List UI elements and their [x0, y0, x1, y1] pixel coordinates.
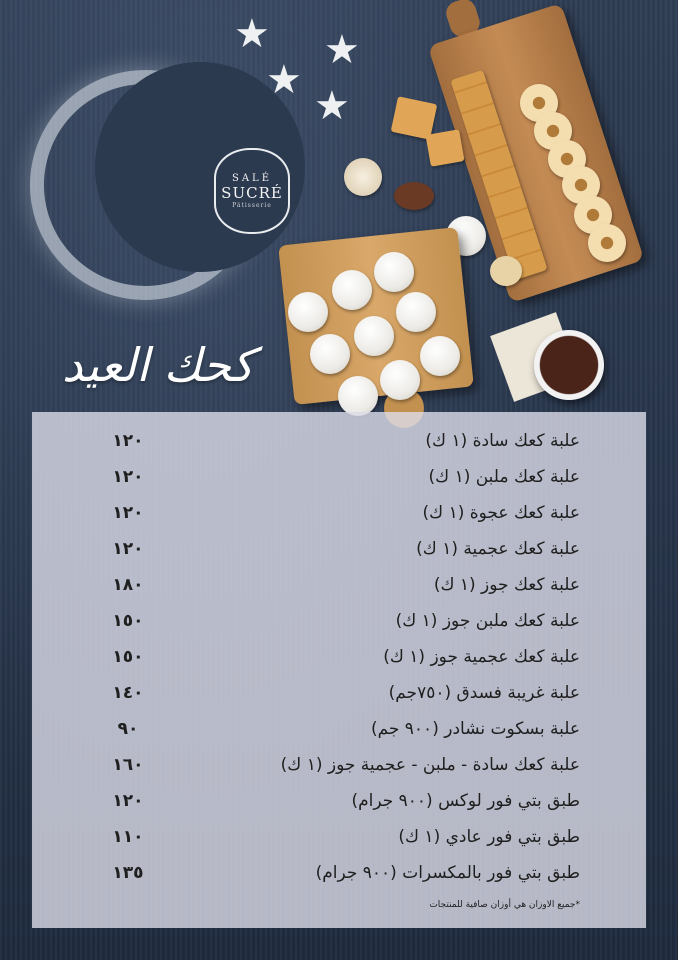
brand-logo-line2: SUCRÉ — [221, 184, 283, 202]
star-icon: ★ — [324, 27, 360, 73]
menu-item-price: ١٢٠ — [112, 539, 144, 559]
kahk-cookie — [332, 270, 372, 310]
menu-item-name: علبة كعك ملبن (١ ك) — [428, 467, 580, 487]
menu-item-row — [32, 820, 646, 854]
menu-item-row — [32, 784, 646, 818]
menu-item-row — [32, 532, 646, 566]
menu-item-price: ١٢٠ — [112, 467, 144, 487]
menu-item-name: علبة غريبة فسدق (٧٥٠جم) — [388, 683, 580, 703]
decorated-cookie — [344, 158, 382, 196]
menu-item-price: ١٣٥ — [112, 863, 144, 883]
menu-item-name: طبق بتي فور عادي (١ ك) — [398, 827, 580, 847]
menu-item-name: علبة كعك سادة - ملبن - عجمية جوز (١ ك) — [280, 755, 580, 775]
kahk-cookie — [374, 252, 414, 292]
menu-item-name: علبة كعك عجمية جوز (١ ك) — [383, 647, 580, 667]
menu-item-price: ١٢٠ — [112, 791, 144, 811]
hero-image — [0, 0, 678, 420]
coffee-cup — [534, 330, 604, 400]
brand-logo — [214, 148, 290, 234]
menu-item-price: ١٢٠ — [112, 503, 144, 523]
menu-item-name: علبة كعك عجمية (١ ك) — [416, 539, 580, 559]
menu-item-price: ١٨٠ — [112, 575, 144, 595]
menu-item-row — [32, 568, 646, 602]
menu-item-name: علبة كعك ملبن جوز (١ ك) — [395, 611, 580, 631]
menu-item-row — [32, 712, 646, 746]
menu-item-price: ١٥٠ — [112, 647, 144, 667]
menu-item-row — [32, 604, 646, 638]
star-icon: ★ — [266, 57, 302, 103]
crescent-cookie — [490, 256, 522, 286]
menu-item-price: ١٦٠ — [112, 755, 144, 775]
menu-item-row — [32, 748, 646, 782]
menu-item-name: طبق بتي فور بالمكسرات (٩٠٠ جرام) — [315, 863, 580, 883]
date-cookie — [394, 182, 434, 210]
petit-four-cookie — [588, 224, 626, 262]
menu-item-price: ١٤٠ — [112, 683, 144, 703]
kahk-cookie — [396, 292, 436, 332]
price-list-panel — [32, 412, 646, 928]
brand-logo-line1: SALÉ — [231, 173, 272, 184]
menu-item-price: ١١٠ — [112, 827, 144, 847]
menu-item-name: علبة كعك جوز (١ ك) — [433, 575, 580, 595]
kahk-cookie — [354, 316, 394, 356]
menu-item-row — [32, 496, 646, 530]
menu-item-price: ١٢٠ — [112, 431, 144, 451]
kahk-cookie — [420, 336, 460, 376]
menu-item-name: علبة كعك عجوة (١ ك) — [422, 503, 580, 523]
brand-logo-line3: Pâtisserie — [232, 202, 272, 209]
menu-item-name: علبة كعك سادة (١ ك) — [425, 431, 580, 451]
kahk-cookie — [380, 360, 420, 400]
kahk-cookie — [288, 292, 328, 332]
kahk-cookie — [310, 334, 350, 374]
menu-item-name: علبة بسكوت نشادر (٩٠٠ جم) — [370, 719, 580, 739]
star-icon: ★ — [234, 11, 270, 57]
menu-item-price: ١٥٠ — [112, 611, 144, 631]
menu-item-price: ٩٠ — [117, 719, 139, 739]
kahk-cookie — [338, 376, 378, 416]
biscuit-piece — [425, 129, 464, 166]
menu-item-row — [32, 676, 646, 710]
menu-item-row — [32, 640, 646, 674]
menu-item-row — [32, 856, 646, 890]
weight-footnote: *جميع الاوزان هي أوزان صافية للمنتجات — [429, 900, 580, 910]
star-icon: ★ — [314, 83, 350, 129]
menu-item-row — [32, 424, 646, 458]
menu-item-name: طبق بتي فور لوكس (٩٠٠ جرام) — [351, 791, 580, 811]
page-title: كحك العيد — [62, 338, 254, 392]
menu-item-row — [32, 460, 646, 494]
